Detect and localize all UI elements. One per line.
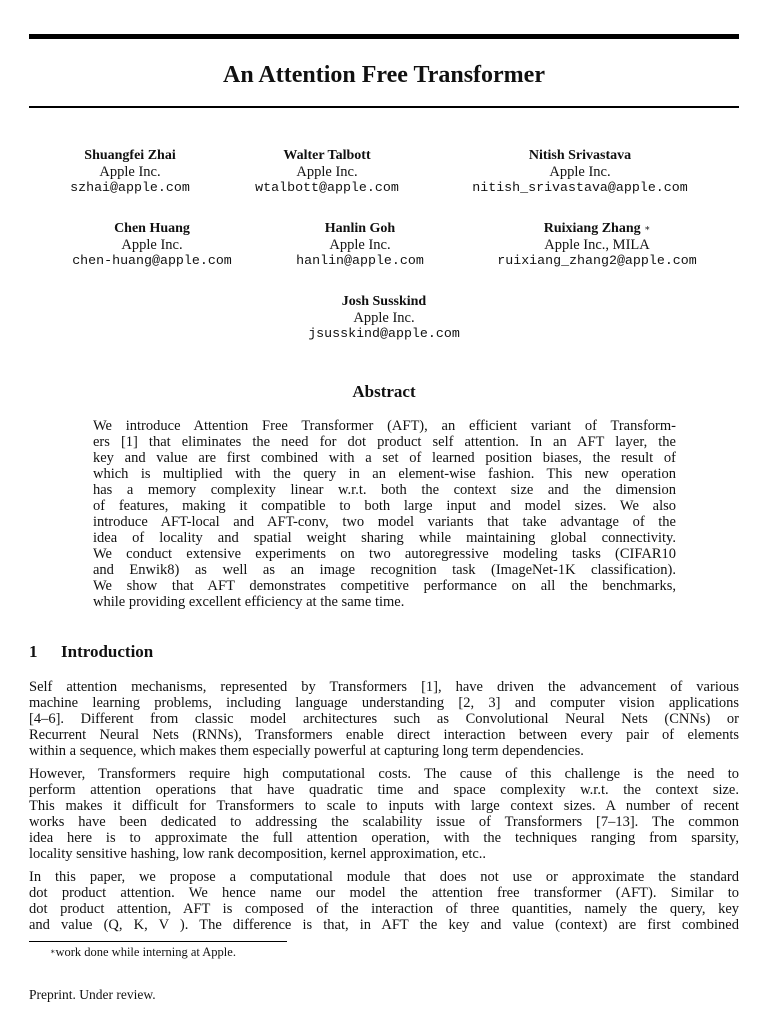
author-block bbox=[30, 148, 230, 196]
paragraph-line: This makes it difficult for Transformers to scale to inputs with large context sizes. A number of recent bbox=[29, 798, 739, 814]
author-name: Walter Talbott bbox=[283, 148, 371, 163]
body-paragraph bbox=[29, 869, 739, 933]
paragraph-line: machine learning problems, including language understanding [2, 3] and computer vision applications bbox=[29, 695, 739, 711]
abstract-line: introduce AFT-local and AFT-conv, two model variants that take advantage of the bbox=[93, 514, 676, 530]
abstract-line: We show that AFT demonstrates competitive performance on all the benchmarks, bbox=[93, 578, 676, 594]
abstract-line: which is multiplied with the query in an element-wise fashion. This new operation bbox=[93, 466, 676, 482]
author-affiliation: Apple Inc. bbox=[353, 310, 415, 326]
author-name: Ruixiang Zhang bbox=[543, 221, 641, 236]
author-email[interactable]: jsusskind@apple.com bbox=[308, 326, 460, 341]
abstract-heading: Abstract bbox=[352, 382, 416, 401]
body-paragraph bbox=[29, 679, 739, 759]
author-block bbox=[260, 221, 460, 269]
author-name-line bbox=[462, 221, 732, 237]
abstract-line: of features, making it compatible to both large input and model sizes. We also bbox=[93, 498, 676, 514]
abstract-line: idea of locality and spatial weight sharing while maintaining global connectivity. bbox=[93, 530, 676, 546]
paragraph-line: dot product attention, AFT is composed of the interaction of three quantities, namely the query, key bbox=[29, 901, 739, 917]
author-email[interactable]: nitish_srivastava@apple.com bbox=[472, 180, 688, 195]
abstract-line: We conduct extensive experiments on two autoregressive modeling tasks (CIFAR10 bbox=[93, 546, 676, 562]
paragraph-line: Self attention mechanisms, represented by Transformers [1], have driven the advancement of various bbox=[29, 679, 739, 695]
author-footnote-mark: ∗ bbox=[644, 223, 651, 233]
author-block bbox=[227, 148, 427, 196]
author-affiliation: Apple Inc. bbox=[329, 237, 391, 253]
title-rule-top bbox=[29, 34, 739, 39]
author-affiliation: Apple Inc. bbox=[296, 164, 358, 180]
author-block bbox=[234, 294, 534, 342]
paragraph-line: idea here is to approximate the full attention operation, with the techniques ranging from sparsity, bbox=[29, 830, 739, 846]
footnote bbox=[50, 944, 236, 960]
paragraph-line: locality sensitive hashing, low rank decomposition, kernel approximation, etc.. bbox=[29, 846, 487, 862]
author-email[interactable]: wtalbott@apple.com bbox=[255, 180, 399, 195]
author-affiliation: Apple Inc. bbox=[549, 164, 611, 180]
paragraph-line: [4–6]. Different from classic model architectures such as Convolutional Neural Nets (CNNs) or bbox=[29, 711, 739, 727]
author-block bbox=[52, 221, 252, 269]
paragraph-line: dot product attention. We hence name our model the attention free transformer (AFT). Similar to bbox=[29, 885, 739, 901]
paragraph-line: In this paper, we propose a computational module that does not use or approximate the standard bbox=[29, 869, 739, 885]
author-email[interactable]: ruixiang_zhang2@apple.com bbox=[497, 253, 697, 268]
footnote-text: work done while interning at Apple. bbox=[55, 945, 236, 959]
paragraph-line: Recurrent Neural Nets (RNNs), Transformers enable direct interaction between every pair of elements bbox=[29, 727, 739, 743]
author-email[interactable]: hanlin@apple.com bbox=[296, 253, 424, 268]
preprint-notice: Preprint. Under review. bbox=[29, 987, 156, 1002]
section-title: Introduction bbox=[61, 642, 154, 661]
abstract-line: while providing excellent efficiency at the same time. bbox=[93, 594, 405, 610]
abstract-line: has a memory complexity linear w.r.t. both the context size and the dimension bbox=[93, 482, 676, 498]
author-name: Nitish Srivastava bbox=[528, 148, 632, 163]
abstract-body bbox=[93, 418, 676, 610]
abstract-line: key and value are first combined with a set of learned position biases, the result of bbox=[93, 450, 676, 466]
section-number: 1 bbox=[29, 642, 38, 661]
author-block bbox=[440, 148, 720, 196]
author-affiliation: Apple Inc. bbox=[99, 164, 161, 180]
abstract-line: ers [1] that eliminates the need for dot product self attention. In an AFT layer, the bbox=[93, 434, 676, 450]
author-name: Chen Huang bbox=[114, 221, 190, 236]
author-email[interactable]: chen-huang@apple.com bbox=[72, 253, 232, 268]
author-affiliation: Apple Inc., MILA bbox=[544, 237, 650, 253]
title-rule-bottom bbox=[29, 106, 739, 108]
author-name: Shuangfei Zhai bbox=[84, 148, 176, 163]
author-name: Josh Susskind bbox=[341, 294, 427, 309]
author-block bbox=[462, 221, 732, 269]
paragraph-line: However, Transformers require high computational costs. The cause of this challenge is the need to bbox=[29, 766, 739, 782]
body-paragraph bbox=[29, 766, 739, 862]
footnote-mark: ∗ bbox=[50, 947, 56, 956]
paragraph-line: works have been dedicated to addressing the scalability issue of Transformers [7–13]. The common bbox=[29, 814, 739, 830]
footnote-rule bbox=[29, 941, 287, 942]
paragraph-line: perform attention operations that have quadratic time and space complexity w.r.t. the context size. bbox=[29, 782, 739, 798]
author-email[interactable]: szhai@apple.com bbox=[70, 180, 190, 195]
author-affiliation: Apple Inc. bbox=[121, 237, 183, 253]
abstract-line: and Enwik8) as well as an image recognition task (ImageNet-1K classification). bbox=[93, 562, 676, 578]
author-name: Hanlin Goh bbox=[324, 221, 396, 236]
section-heading bbox=[29, 641, 153, 663]
paragraph-line: within a sequence, which makes them especially powerful at capturing long term dependencies. bbox=[29, 743, 584, 759]
paragraph-line: and value (Q, K, V ). The difference is that, in AFT the key and value (context) are first combined bbox=[29, 917, 739, 933]
paper-title: An Attention Free Transformer bbox=[223, 62, 545, 88]
abstract-line: We introduce Attention Free Transformer (AFT), an efficient variant of Transform- bbox=[93, 418, 676, 434]
